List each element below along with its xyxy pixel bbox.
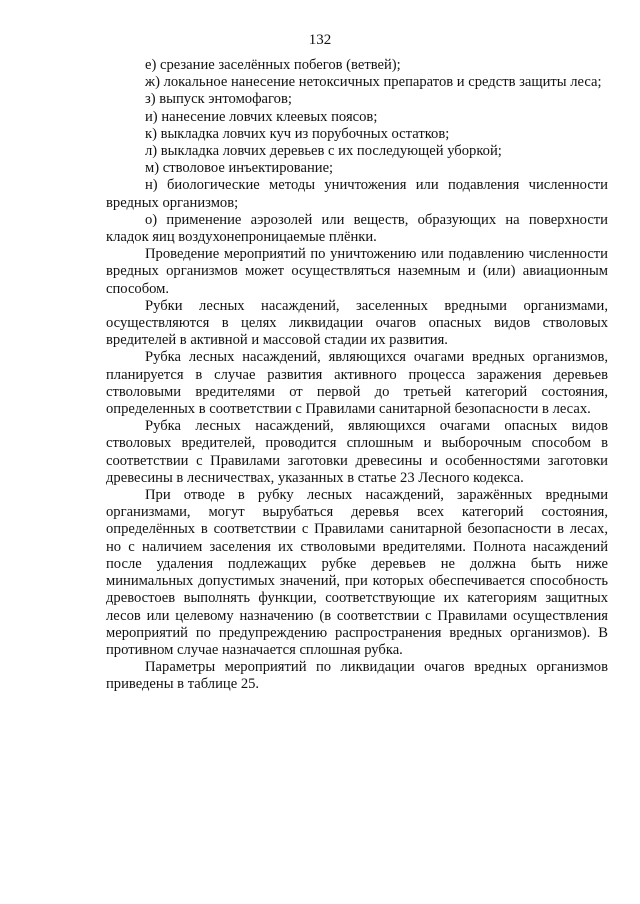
page-number: 132: [308, 32, 332, 48]
list-item-n: н) биологические методы уничтожения или подавления численности вредных организмов;: [106, 177, 608, 211]
list-item-i: и) нанесение ловчих клеевых поясов;: [145, 108, 378, 125]
list-item-k: к) выкладка ловчих куч из порубочных остатков;: [145, 125, 450, 142]
paragraph-felling-planning: Рубка лесных насаждений, являющихся очагами вредных организмов, планируется в случае развития активного процесса заражения деревьев стволовыми вредителями от первой до третьей категорий состояния, определенных в соответствии с Правилами санитарной безопасности в лесах.: [106, 349, 608, 418]
list-item-o: о) применение аэрозолей или веществ, образующих на поверхности кладок яиц воздухонепроницаемые плёнки.: [106, 211, 608, 246]
paragraph-methods: Проведение мероприятий по уничтожению или подавлению численности вредных организмов может осуществляться наземным и (или) авиационным способом.: [106, 246, 608, 297]
list-item-e: е) срезание заселённых побегов (ветвей);: [145, 57, 401, 73]
paragraph-felling-purpose: Рубки лесных насаждений, заселенных вредными организмами, осуществляются в целях ликвидации очагов опасных видов стволовых вредителей в активной и массовой стадии их развития.: [106, 297, 608, 349]
paragraph-felling-method: Рубка лесных насаждений, являющихся очагами опасных видов стволовых вредителей, проводится сплошным и выборочным способом в соответствии с Правилами заготовки древесины и особенностями заготовки древесины в лесничествах, указанных в статье 23 Лесного кодекса.: [106, 418, 608, 486]
list-item-l: л) выкладка ловчих деревьев с их последующей уборкой;: [145, 143, 502, 160]
document-body: [106, 57, 608, 694]
paragraph-allocation: При отводе в рубку лесных насаждений, заражённых вредными организмами, могут вырубаться деревья всех категорий состояния, определённых в соответствии с Правилами санитарной безопасности в лесах, но с наличием заселения их стволовыми вредителями. Полнота насаждений после удаления подлежащих рубке деревьев не должна быть ниже минимальных допустимых значений, при которых обеспечивается способность древостоев выполнять функции, соответствующие их категориям защитных лесов или целевому назначению (в соответствии с Правилами осуществления мероприятий по предупреждению распространения вредных организмов). В противном случае назначается сплошная рубка.: [106, 487, 608, 658]
list-item-m: м) стволовое инъектирование;: [145, 160, 334, 177]
list-item-zh: ж) локальное нанесение нетоксичных препаратов и средств защиты леса;: [145, 74, 602, 91]
paragraph-table-reference: Параметры мероприятий по ликвидации очагов вредных организмов приведены в таблице 25.: [106, 659, 608, 693]
list-item-z: з) выпуск энтомофагов;: [145, 91, 292, 108]
